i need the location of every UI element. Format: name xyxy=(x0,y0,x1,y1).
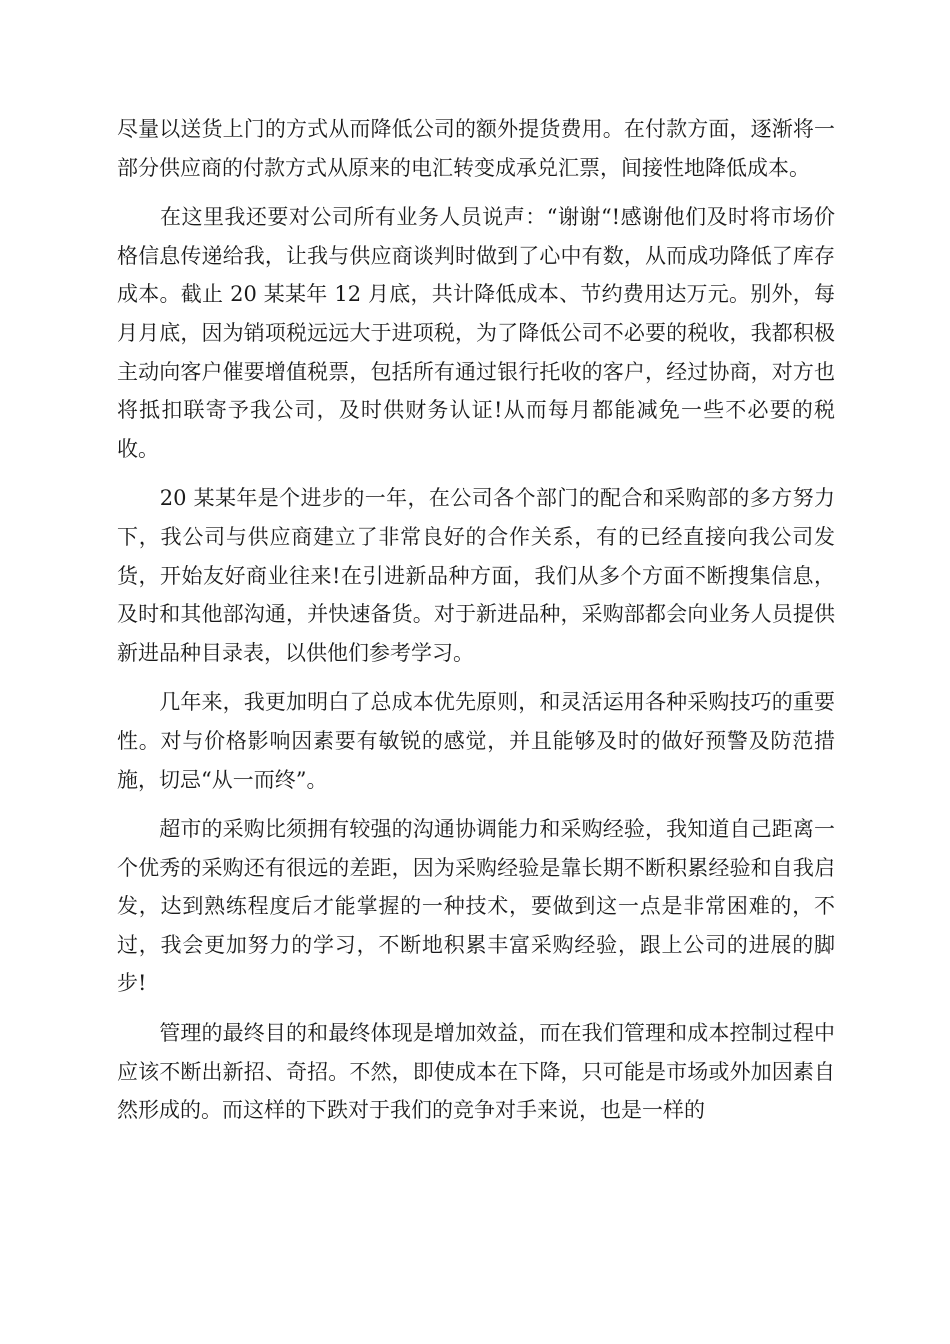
paragraph-5: 超市的采购比须拥有较强的沟通协调能力和采购经验，我知道自己距离一个优秀的采购还有很远的差距，因为采购经验是靠长期不断积累经验和自我启发，达到熟练程度后才能掌握的一种技术，要做到这一点是非常困难的，不过，我会更加努力的学习，不断地积累丰富采购经验，跟上公司的进展的脚步! xyxy=(117,817,835,996)
paragraph-2: 在这里我还要对公司所有业务人员说声：“谢谢“!感谢他们及时将市场价格信息传递给我，让我与供应商谈判时做到了心中有数，从而成功降低了库存成本。截止 20 某某年 12 月底，共计降低成本、节约费用达万元。别外，每月月底，因为销项税远远大于进项税，为了降低公司不必要的税收，我都积极主动向客户催要增值税票，包括所有通过银行托收的客户，经过协商，对方也将抵扣联寄予我公司，及时供财务认证!从而每月都能减免一些不必要的税收。 xyxy=(117,205,835,461)
paragraph-6: 管理的最终目的和最终体现是增加效益，而在我们管理和成本控制过程中应该不断出新招、奇招。不然，即使成本在下降，只可能是市场或外加因素自然形成的。而这样的下跌对于我们的竞争对手来说，也是一样的 xyxy=(117,1021,835,1123)
paragraph-4: 几年来，我更加明白了总成本优先原则，和灵活运用各种采购技巧的重要性。对与价格影响因素要有敏锐的感觉，并且能够及时的做好预警及防范措施，切忌“从一而终”。 xyxy=(117,690,835,792)
paragraph-1: 尽量以送货上门的方式从而降低公司的额外提货费用。在付款方面，逐渐将一部分供应商的付款方式从原来的电汇转变成承兑汇票，间接性地降低成本。 xyxy=(117,117,835,180)
document-body xyxy=(117,110,835,1141)
paragraph-3: 20 某某年是个进步的一年，在公司各个部门的配合和采购部的多方努力下，我公司与供应商建立了非常良好的合作关系，有的已经直接向我公司发货，开始友好商业往来!在引进新品种方面，我们从多个方面不断搜集信息，及时和其他部沟通，并快速备货。对于新进品种，采购部都会向业务人员提供新进品种目录表，以供他们参考学习。 xyxy=(117,486,835,665)
